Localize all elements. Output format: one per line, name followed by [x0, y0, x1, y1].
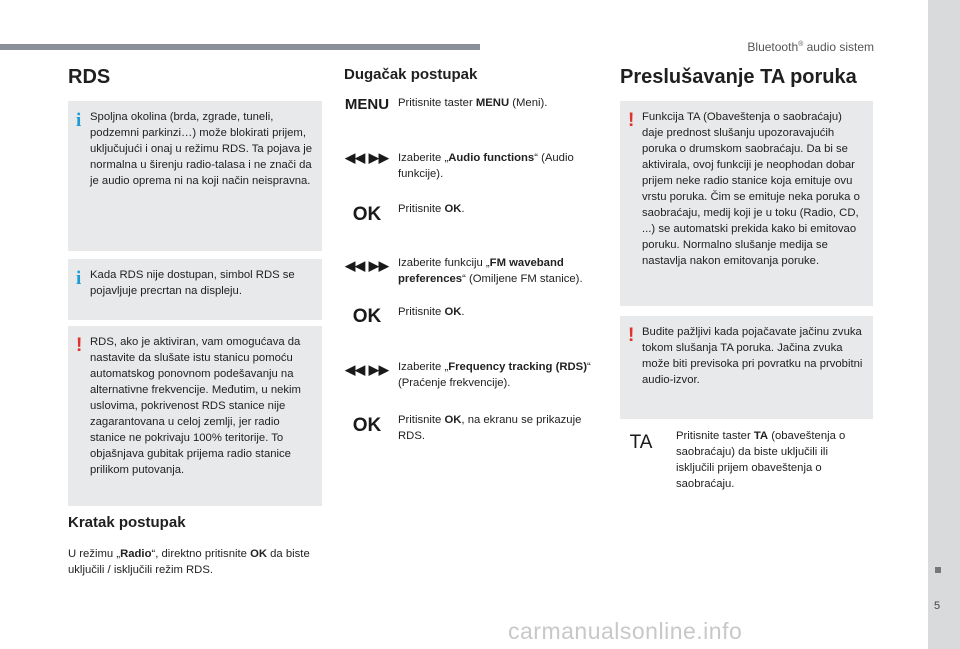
step-6-text: Izaberite „Frequency tracking (RDS)“ (Praćenje frekvencije). [398, 361, 591, 389]
step-5-text: Pritisnite OK. [398, 306, 465, 318]
ta-step-text: Pritisnite taster TA (obaveštenja o saobraćaju) da biste uključili ili isključili prijem obaveštenja o saobraćaju. [676, 430, 846, 490]
section-title: Bluetooth® audio sistem [747, 40, 874, 54]
info-icon: i [76, 268, 82, 289]
ok-button-icon: OK [352, 204, 382, 225]
rds-title: RDS [68, 66, 111, 88]
warning-text: RDS, ako je aktiviran, vam omogućava da nastavite da slušate istu stanicu pomoću automatskog ponovnom podešavanju na alternativne frekvencije. Međutim, u nekim uslovima, pokrivenost RDS stanice nije zagarantovana u celoj zemlji, jer radio stanice ne pokrivaju 100% teritorije. To objašnjava gubitak prijema radio stanice prilikom putovanja. [90, 336, 301, 476]
watermark: carmanualsonline.info [508, 618, 743, 644]
kratak-text: U režimu „Radio“, direktno pritisnite OK da biste uključili / isključili režim RDS. [68, 548, 310, 576]
ok-button-icon: OK [352, 306, 382, 327]
preslusavanje-title: Preslušavanje TA poruka [620, 66, 857, 88]
info-box-rds-2 [68, 259, 322, 320]
arrows-icon: ◀◀ ▶▶ [345, 362, 389, 377]
info-text: Kada RDS nije dostupan, simbol RDS se pojavljuje precrtan na displeju. [90, 269, 295, 297]
kratak-title: Kratak postupak [68, 514, 186, 531]
arrows-icon: ◀◀ ▶▶ [345, 150, 389, 165]
info-icon: i [76, 110, 82, 131]
warning-box-ta-1 [620, 101, 873, 306]
arrows-icon: ◀◀ ▶▶ [345, 258, 389, 273]
ta-button-icon: TA [629, 432, 653, 453]
step-2-text: Izaberite „Audio functions“ (Audio funkcije). [398, 152, 574, 180]
step-7-text: Pritisnite OK, na ekranu se prikazuje RDS. [398, 414, 582, 442]
menu-button-icon: MENU [344, 96, 390, 113]
dugacak-title: Dugačak postupak [344, 66, 478, 83]
warning-text: Budite pažljivi kada pojačavate jačinu zvuka tokom slušanja TA poruka. Jačina zvuka može biti previsoka pri povratku na prvobitni audio-izvor. [642, 326, 863, 386]
page-marker [935, 567, 941, 573]
page-number: 5 [934, 600, 941, 612]
warning-box-ta-2 [620, 316, 873, 419]
page-edge-strip [928, 0, 960, 649]
step-1-text: Pritisnite taster MENU (Meni). [398, 97, 548, 109]
warning-icon: ! [76, 335, 83, 356]
ok-button-icon: OK [352, 415, 382, 436]
warning-icon: ! [628, 325, 635, 346]
header-bar [0, 44, 480, 50]
info-text: Spoljna okolina (brda, zgrade, tuneli, podzemni parkinzi…) može blokirati prijem, uključujući i onaj u režimu RDS. Ta pojava je normalna u širenju radio-talasa i ne znači da je audio oprema ni na koji način neispravna. [90, 111, 313, 187]
warning-text: Funkcija TA (Obaveštenja o saobraćaju) daje prednost slušanju upozoravajućih poruka o drumskom saobraćaju. Da bi se aktivirala, ovoj funkciji je neophodan dobar prijem neke radio stanice koja emituje ovu vrstu poruka. Čim se emituje neka poruka o saobraćaju, medij koji je u toku (Radio, CD, ...) se automatski prekida kako bi emitovao poruku. Normalno slušanje medija se nastavlja nakon emitovanja poruke. [642, 111, 860, 267]
warning-icon: ! [628, 110, 635, 131]
step-3-text: Pritisnite OK. [398, 203, 465, 215]
info-box-rds-1 [68, 101, 322, 251]
warning-box-rds [68, 326, 322, 506]
step-4-text: Izaberite funkciju „FM waveband preferences“ (Omiljene FM stanice). [398, 257, 583, 285]
